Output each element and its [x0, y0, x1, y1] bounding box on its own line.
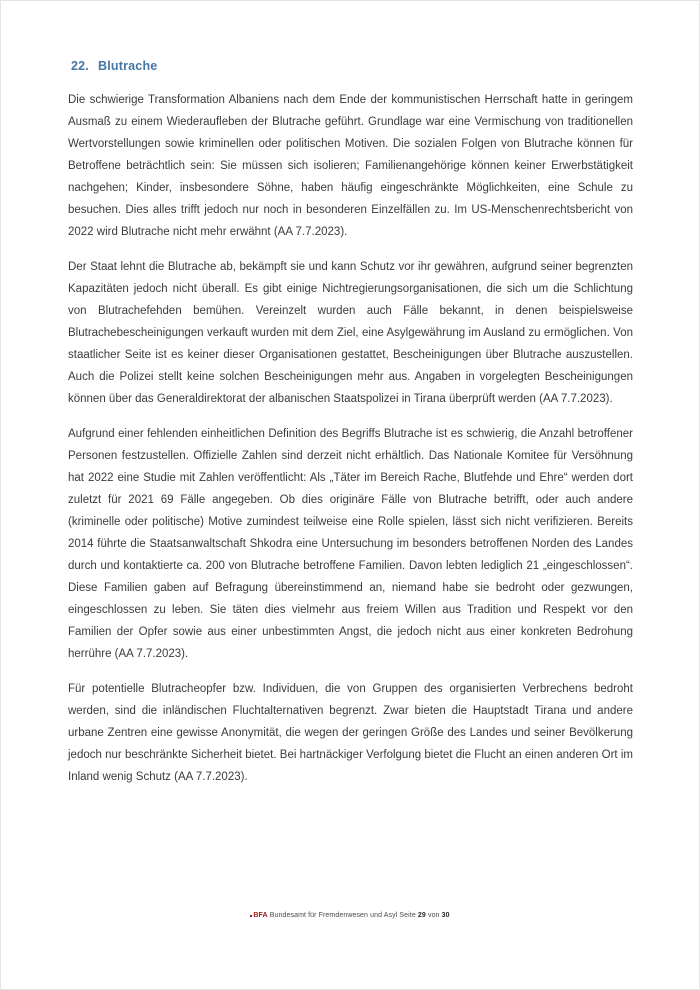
page-content: [1, 1, 699, 788]
footer-page-label: Seite: [399, 912, 416, 919]
section-heading: [71, 59, 633, 73]
page-footer: [1, 912, 699, 919]
footer-page-total: 30: [441, 912, 450, 919]
paragraph-4: Für potentielle Blutracheopfer bzw. Individuen, die von Gruppen des organisierten Verbrechens bedroht werden, sind die inländischen Fluchtalternativen begrenzt. Zwar bieten die Hauptstadt Tirana und andere urbane Zentren eine gewisse Anonymität, die wegen der geringen Größe des Landes und seiner Bevölkerung jedoch nur beschränkte Sicherheit bietet. Bei hartnäckiger Verfolgung bietet die Flucht an einen anderen Ort im Inland wenig Schutz (AA 7.7.2023).: [68, 683, 633, 783]
footer-page-current: 29: [417, 912, 426, 919]
paragraph-1: Die schwierige Transformation Albaniens nach dem Ende der kommunistischen Herrschaft hatte in geringem Ausmaß zu einem Wiederaufleben der Blutrache geführt. Grundlage war eine Vermischung von traditionellen Wertvorstellungen sowie kriminellen oder politischen Motiven. Die sozialen Folgen von Blutrache können für Betroffene beträchtlich sein: Sie müssen sich isolieren; Familienangehörige können keiner Erwerbstätigkeit nachgehen; Kinder, insbesondere Söhne, haben häufig eingeschränkte Möglichkeiten, eine Schule zu besuchen. Dies alles trifft jedoch nur noch in besonderen Einzelfällen zu. Im US-Menschenrechtsbericht von 2022 wird Blutrache nicht mehr erwähnt (AA 7.7.2023).: [68, 94, 633, 238]
paragraph-3: Aufgrund einer fehlenden einheitlichen Definition des Begriffs Blutrache ist es schwierig, die Anzahl betroffener Personen festzustellen. Offizielle Zahlen sind derzeit nicht erhältlich. Das Nationale Komitee für Versöhnung hat 2022 eine Studie mit Zahlen veröffentlicht: Als „Täter im Bereich Rache, Blutfehde und Ehre“ werden dort zuletzt für 2021 69 Fälle angegeben. Ob dies originäre Fälle von Blutrache betrifft, oder auch andere (kriminelle oder politische) Motive zumindest teilweise eine Rolle spielen, lässt sich nicht verifizieren. Bereits 2014 führte die Staatsanwaltschaft Shkodra eine Untersuchung im besonders betroffenen Norden des Landes durch und kontaktierte ca. 200 von Blutrache betroffene Familien. Davon lebten lediglich 21 „eingeschlossen“. Diese Familien gaben auf Befragung übereinstimmend an, niemand habe sie bedroht oder gezwungen, eingeschlossen zu leben. Sie täten dies vielmehr aus freiem Willen aus Tradition und Respekt vor den Familien der Opfer sowie aus einer unbestimmten Angst, die jedoch nicht aus einer konkreten Bedrohung herrühre (AA 7.7.2023).: [68, 428, 633, 660]
footer-org-text: Bundesamt für Fremdenwesen und Asyl: [269, 912, 398, 919]
section-title: Blutrache: [97, 59, 158, 73]
bfa-logo-text: BFA: [253, 912, 268, 919]
paragraph-2: Der Staat lehnt die Blutrache ab, bekämpft sie und kann Schutz vor ihr gewähren, aufgrund seiner begrenzten Kapazitäten jedoch nicht überall. Es gibt einige Nichtregierungsorganisationen, die sich um die Schlichtung von Blutrachefehden bemühen. Vereinzelt wurden auch Fälle bekannt, in denen beispielsweise Blutrachebescheinigungen verkauft wurden mit dem Ziel, eine Asylgewährung im Ausland zu ermöglichen. Von staatlicher Seite ist es keiner dieser Organisationen gestattet, Bescheinigungen über Blutrache auszustellen. Auch die Polizei stellt keine solchen Bescheinigungen mehr aus. Angaben in vorgelegten Bescheinigungen können über das Generaldirektorat der albanischen Staatspolizei in Tirana überprüft werden (AA 7.7.2023).: [68, 261, 633, 405]
section-number: 22.: [71, 59, 89, 73]
footer-of-label: von: [427, 912, 440, 919]
